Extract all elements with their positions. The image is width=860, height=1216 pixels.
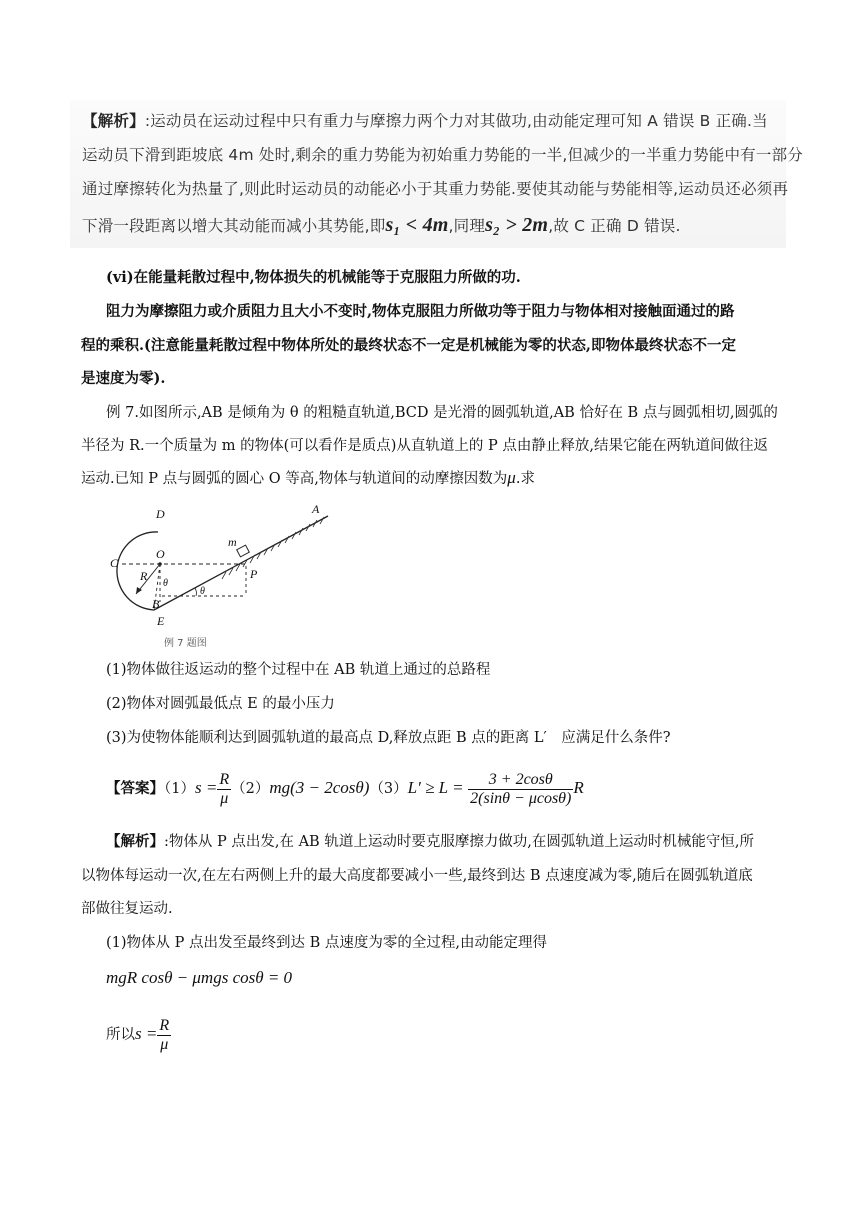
- answer-3-denominator: 2(sinθ − μcosθ): [470, 789, 572, 807]
- result-fraction: [157, 1017, 171, 1054]
- result-lhs: s =: [135, 1024, 158, 1043]
- label-c: C: [110, 556, 119, 570]
- result-prefix: 所以: [106, 1027, 135, 1043]
- analysis-line-2: 以物体每运动一次,在左右两侧上升的最大高度都要减小一些,最终到达 B 点速度减为零,随后在圆弧轨道底: [81, 868, 753, 884]
- answer-line: [106, 766, 584, 810]
- inequality-s2: s₂ > 2m: [485, 214, 549, 236]
- analysis-line-1-text: :物体从 P 点出发,在 AB 轨道上运动时要克服摩擦力做功,在圆弧轨道上运动时机械能守恒,所: [164, 834, 755, 850]
- analysis-label-2: 【解析】: [106, 833, 164, 850]
- example-line-3-end: .求: [515, 471, 535, 487]
- center-o-dot: [158, 562, 162, 566]
- label-theta-1: θ: [163, 578, 168, 589]
- analysis-line-1: [106, 832, 754, 852]
- mu-symbol: μ: [507, 468, 516, 487]
- label-b: B: [152, 597, 160, 611]
- scan-line-1: [82, 104, 768, 138]
- bold-para-line-2: 程的乘积.(注意能量耗散过程中物体所处的最终状态不一定是机械能为零的状态,即物体最终状态不一定: [81, 337, 736, 354]
- example-line-3-text: 运动.已知 P 点与圆弧的圆心 O 等高,物体与轨道间的动摩擦因数为: [81, 471, 508, 487]
- scan-line-4-c: ,故 C 正确 D 错误.: [548, 217, 681, 235]
- answer-1-fraction: [217, 771, 231, 808]
- scan-line-2: 运动员下滑到距坡底 4m 处时,剩余的重力势能为初始重力势能的一半,但减少的一半重力势能中有一部分: [82, 146, 803, 164]
- example-7-figure: [100, 496, 340, 632]
- bold-para-line-1: 阻力为摩擦阻力或介质阻力且大小不变时,物体克服阻力所做功等于阻力与物体相对接触面通过的路: [106, 303, 735, 320]
- question-1: (1)物体做往返运动的整个过程中在 AB 轨道上通过的总路程: [106, 662, 491, 678]
- label-a: A: [312, 502, 320, 516]
- incline-hatching: [222, 517, 324, 579]
- result-denominator: μ: [160, 1035, 169, 1053]
- scanned-solution-excerpt: [70, 100, 803, 248]
- answer-part-2-prefix: （2）: [231, 781, 270, 797]
- example-line-3: [81, 468, 535, 489]
- answer-3-tail: R: [573, 778, 584, 797]
- answer-3-numerator: 3 + 2cosθ: [468, 771, 573, 790]
- label-d: D: [156, 507, 165, 521]
- scan-line-1-text: :运动员在运动过程中只有重力与摩擦力两个力对其做功,由动能定理可知 A 错误 B 正确.当: [144, 112, 768, 130]
- answer-2-expression: mg(3 − 2cosθ): [269, 778, 370, 797]
- question-3: (3)为使物体能顺利达到圆弧轨道的最高点 D,释放点距 B 点的距离 L′ 应满足什么条件?: [106, 730, 671, 746]
- result-line: [106, 1012, 171, 1056]
- answer-label: 【答案】: [106, 780, 164, 797]
- label-e: E: [157, 614, 165, 628]
- bold-para-line-3: 是速度为零).: [81, 370, 166, 387]
- scan-line-4-a: 下滑一段距离以增大其动能而减小其势能,即: [82, 217, 386, 235]
- question-2: (2)物体对圆弧最低点 E 的最小压力: [106, 696, 335, 712]
- analysis-label: 【解析】: [82, 112, 145, 130]
- answer-1-numerator: R: [219, 770, 230, 788]
- scan-line-3: 通过摩擦转化为热量了,则此时运动员的动能必小于其重力势能.要使其动能与势能相等,运动员还必须再: [82, 180, 789, 198]
- example-line-1: 例 7.如图所示,AB 是倾角为 θ 的粗糙直轨道,BCD 是光滑的圆弧轨道,AB 恰好在 B 点与圆弧相切,圆弧的: [106, 405, 778, 421]
- energy-equation: mgR cosθ − μmgs cosθ = 0: [106, 968, 293, 987]
- answer-3-fraction: [468, 771, 573, 808]
- analysis-line-4: (1)物体从 P 点出发至最终到达 B 点速度为零的全过程,由动能定理得: [106, 935, 547, 951]
- result-numerator: R: [159, 1016, 170, 1034]
- answer-part-1-prefix: （1）: [164, 781, 195, 797]
- scan-line-4: [82, 208, 681, 243]
- answer-part-3-prefix: （3）: [369, 781, 408, 797]
- inequality-s1: s₁ < 4m: [385, 214, 449, 236]
- example-line-2: 半径为 R.一个质量为 m 的物体(可以看作是质点)从直轨道上的 P 点由静止释放,结果它能在两轨道间做往返: [81, 438, 768, 454]
- block-m: [237, 545, 250, 557]
- answer-3-lhs: L′ ≥ L =: [407, 778, 464, 797]
- scan-line-4-b: ,同理: [448, 217, 486, 235]
- analysis-line-3: 部做往复运动.: [81, 901, 173, 917]
- figure-caption: 例 7 题图: [164, 638, 207, 649]
- answer-1-denominator: μ: [220, 789, 229, 807]
- label-m: m: [228, 535, 237, 549]
- label-r: R: [140, 569, 148, 583]
- label-theta-2: θ: [200, 586, 205, 597]
- heading-vi: (vi)在能量耗散过程中,物体损失的机械能等于克服阻力所做的功.: [106, 269, 521, 286]
- label-p: P: [250, 567, 258, 581]
- label-o: O: [156, 547, 165, 561]
- theta-arc-b: [195, 588, 196, 596]
- answer-1-lhs: s =: [194, 778, 218, 797]
